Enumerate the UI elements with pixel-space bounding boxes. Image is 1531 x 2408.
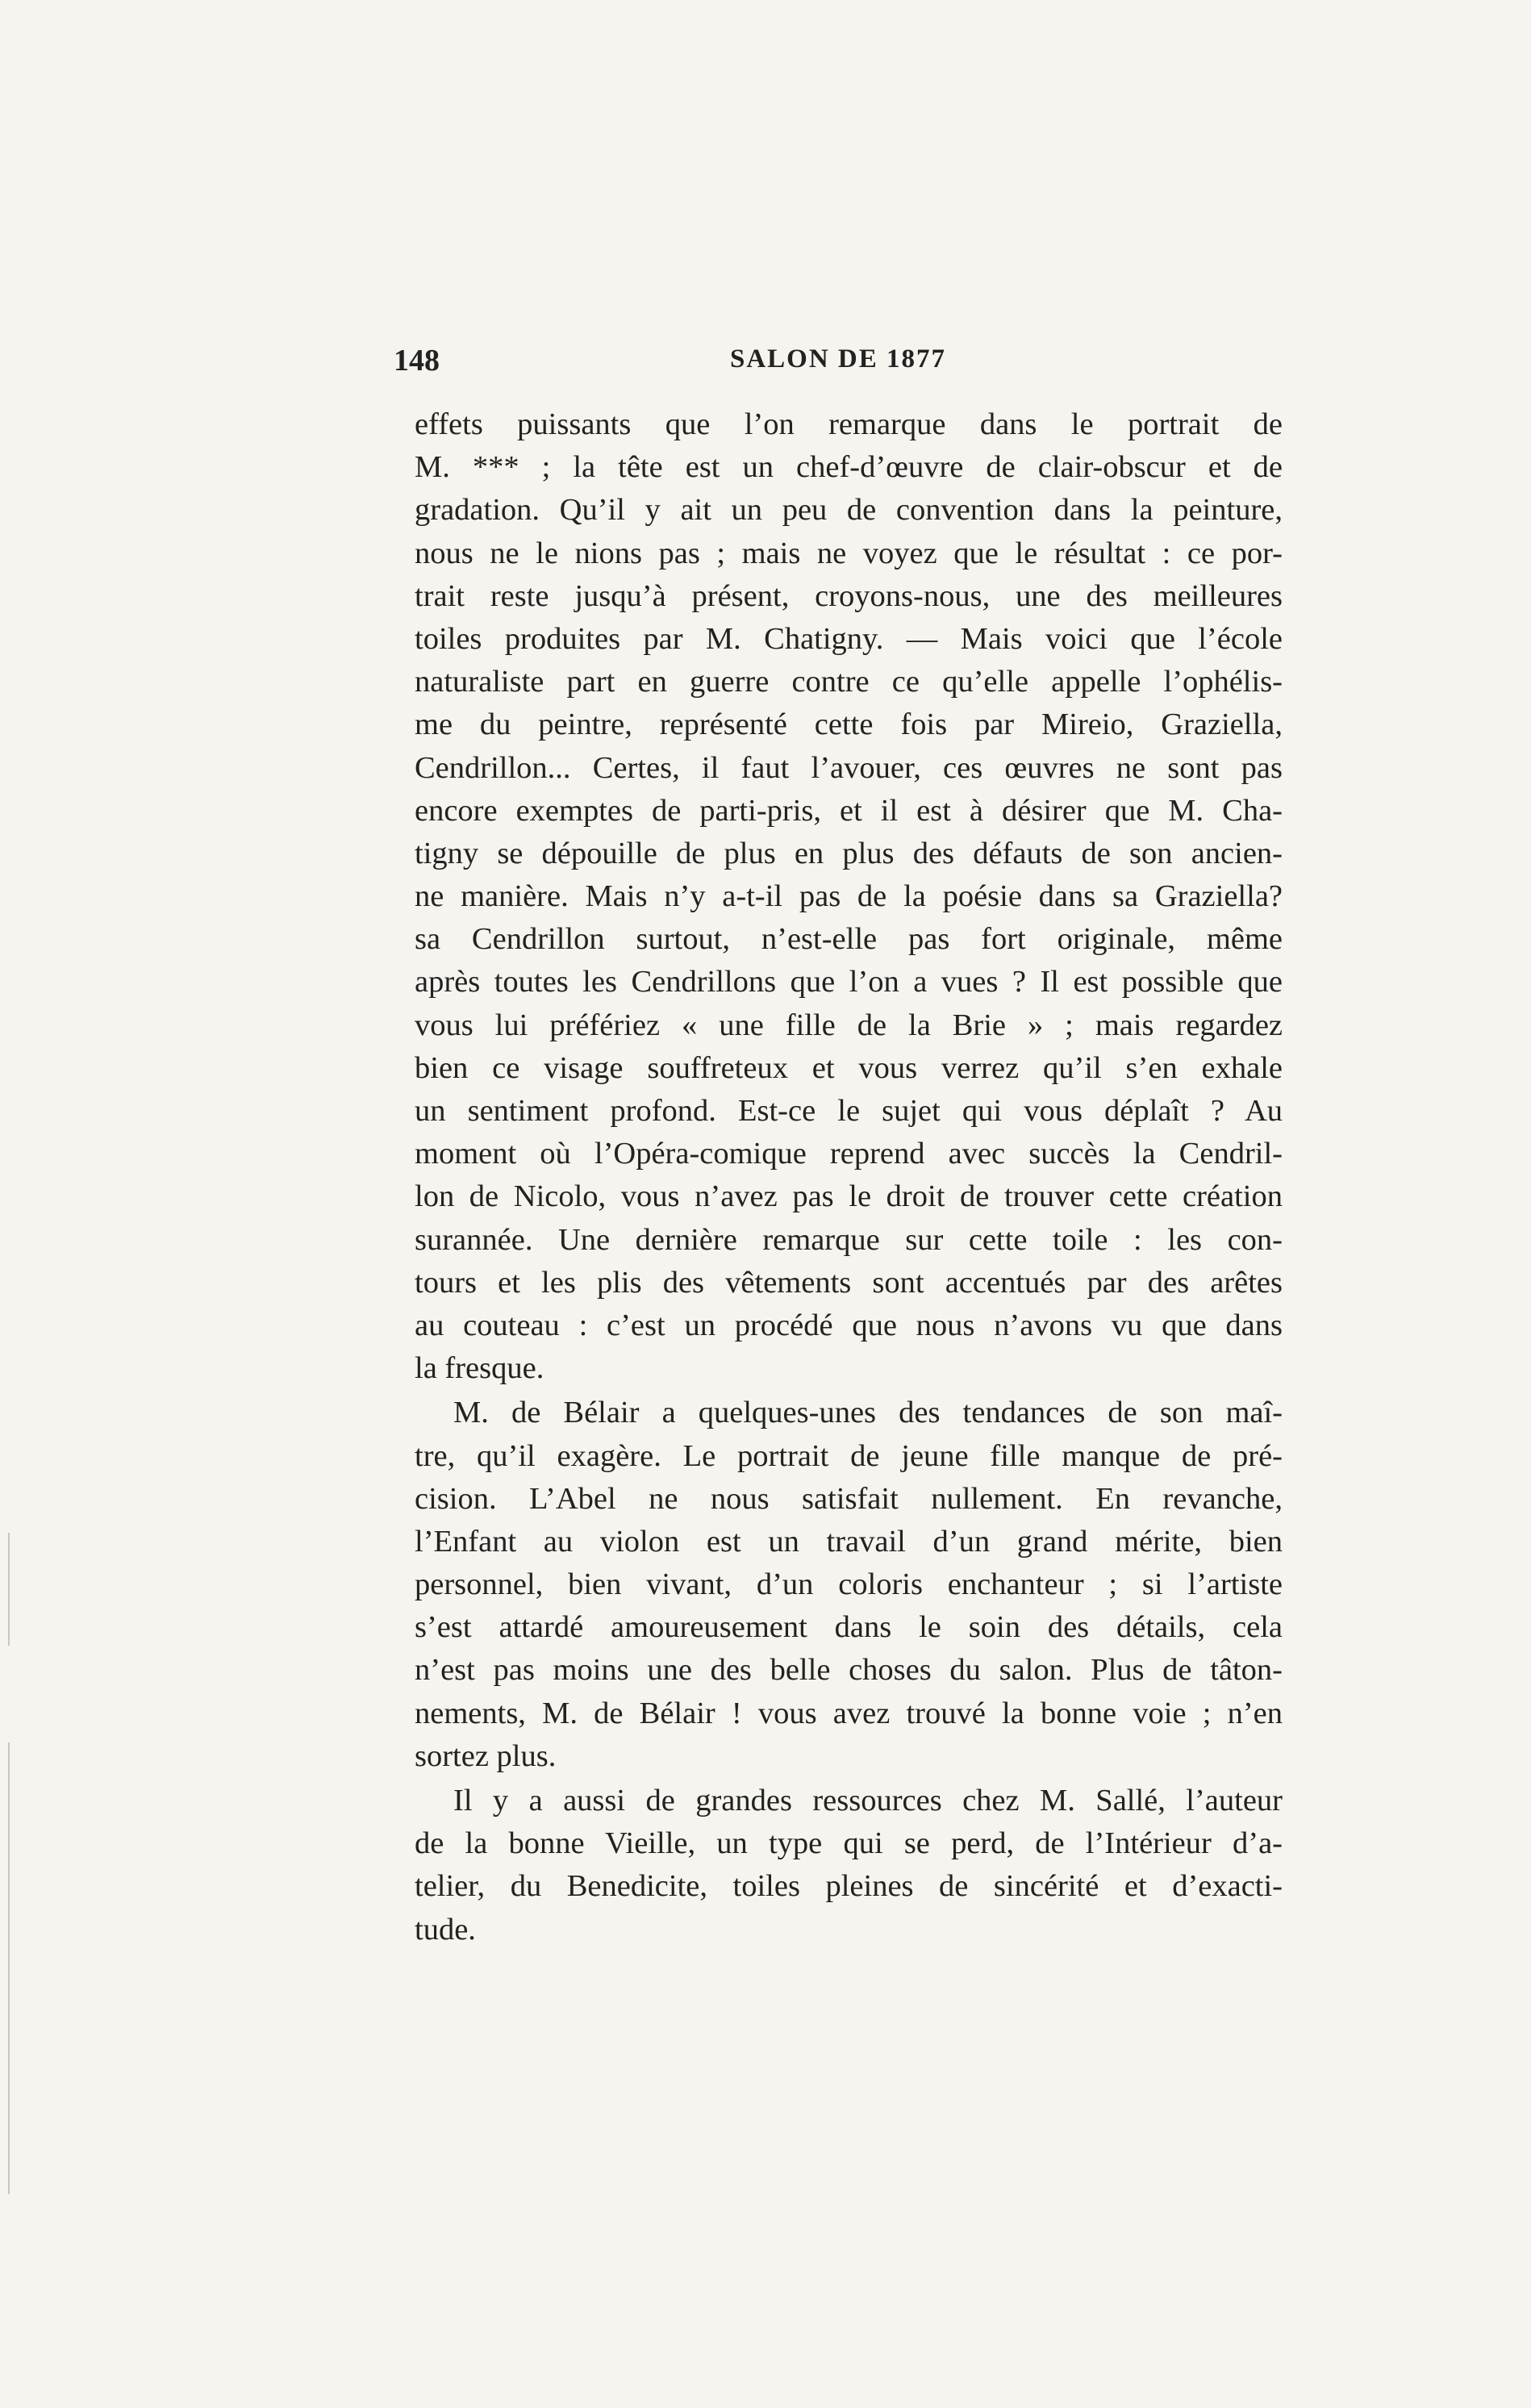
body-text: [415, 403, 1283, 1951]
text-line: la fresque.: [415, 1351, 544, 1386]
text-line: nements, M. de Bélair ! vous avez trouvé la bonne voie ; n’en: [415, 1696, 1283, 1730]
text-line: au couteau : c’est un procédé que nous n’avons vu que dans: [415, 1308, 1283, 1342]
text-line: vous lui préfériez « une fille de la Brie » ; mais regardez: [415, 1008, 1283, 1042]
text-line: sortez plus.: [415, 1738, 557, 1773]
text-line: M. *** ; la tête est un chef-d’œuvre de clair-obscur et de: [415, 450, 1283, 485]
text-line: trait reste jusqu’à présent, croyons-nous, une des meilleures: [415, 578, 1283, 613]
text-line: après toutes les Cendrillons que l’on a vues ? Il est possible que: [415, 965, 1283, 1000]
text-line: tours et les plis des vêtements sont accentués par des arêtes: [415, 1265, 1283, 1300]
text-line: n’est pas moins une des belle choses du salon. Plus de tâton-: [415, 1653, 1283, 1688]
text-line: un sentiment profond. Est-ce le sujet qui vous déplaît ? Au: [415, 1094, 1283, 1128]
text-line: Cendrillon... Certes, il faut l’avouer, ces œuvres ne sont pas: [415, 750, 1283, 785]
scan-edge-mark: [8, 1533, 10, 1646]
text-line: de la bonne Vieille, un type qui se perd, de l’Intérieur d’a-: [415, 1826, 1283, 1861]
text-line: Il y a aussi de grandes ressources chez M. Sallé, l’auteur: [453, 1784, 1283, 1817]
text-line: personnel, bien vivant, d’un coloris enchanteur ; si l’artiste: [415, 1567, 1283, 1602]
text-line: encore exemptes de parti-pris, et il est à désirer que M. Cha-: [415, 793, 1283, 828]
running-title: SALON DE 1877: [729, 344, 947, 374]
text-line: s’est attardé amoureusement dans le soin des détails, cela: [415, 1610, 1283, 1645]
text-line: naturaliste part en guerre contre ce qu’elle appelle l’ophélis-: [415, 665, 1283, 699]
text-line: M. de Bélair a quelques-unes des tendances de son maî-: [453, 1396, 1283, 1430]
text-line: cision. L’Abel ne nous satisfait nullement. En revanche,: [415, 1481, 1283, 1516]
text-line: nous ne le nions pas ; mais ne voyez que le résultat : ce por-: [415, 536, 1283, 570]
text-line: moment où l’Opéra-comique reprend avec succès la Cendril-: [415, 1137, 1283, 1171]
text-line: effets puissants que l’on remarque dans le portrait de: [415, 407, 1283, 441]
text-line: tre, qu’il exagère. Le portrait de jeune fille manque de pré-: [415, 1438, 1283, 1473]
text-line: gradation. Qu’il y ait un peu de convention dans la peinture,: [415, 493, 1283, 528]
text-line: me du peintre, représenté cette fois par Mireio, Graziella,: [415, 707, 1283, 742]
text-line: tude.: [415, 1912, 476, 1947]
text-line: lon de Nicolo, vous n’avez pas le droit de trouver cette création: [415, 1179, 1283, 1214]
text-line: bien ce visage souffreteux et vous verrez qu’il s’en exhale: [415, 1050, 1283, 1085]
text-line: l’Enfant au violon est un travail d’un grand mérite, bien: [415, 1524, 1283, 1559]
text-line: ne manière. Mais n’y a-t-il pas de la poésie dans sa Graziella?: [415, 879, 1283, 914]
text-line: sa Cendrillon surtout, n’est-elle pas fort originale, même: [415, 922, 1283, 957]
text-line: toiles produites par M. Chatigny. — Mais voici que l’école: [415, 621, 1283, 656]
page-header: [394, 343, 1283, 391]
text-line: tigny se dépouille de plus en plus des défauts de son ancien-: [415, 836, 1283, 870]
page-number: 148: [394, 344, 440, 378]
scan-edge-mark: [8, 1742, 10, 2194]
text-line: telier, du Benedicite, toiles pleines de sincérité et d’exacti-: [415, 1869, 1283, 1904]
text-line: surannée. Une dernière remarque sur cette toile : les con-: [415, 1222, 1283, 1257]
